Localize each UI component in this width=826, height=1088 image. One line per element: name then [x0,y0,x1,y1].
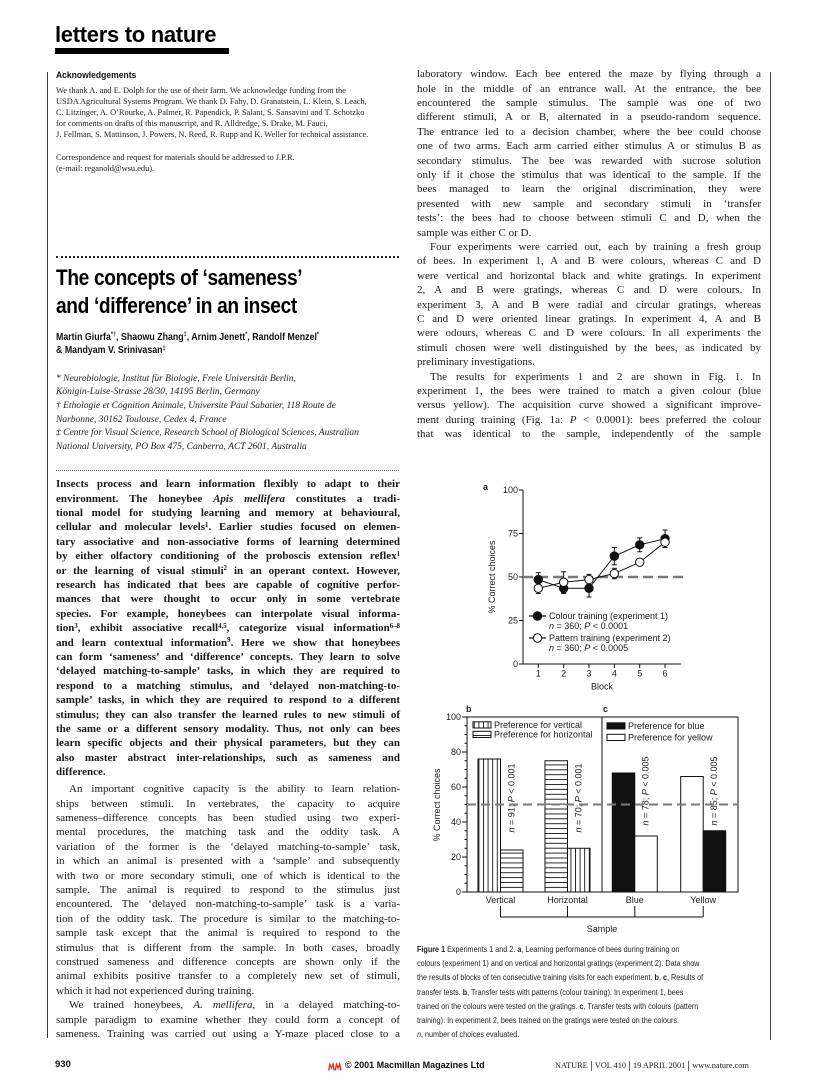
affiliations [56,373,359,455]
superscript: *† [110,331,117,339]
body-line: preliminary investigations. [417,356,535,369]
italic-text: A. mellifera [193,999,253,1012]
body-line: encountered. The ‘delayed non-matching-to-sample’ task is a varia- [56,898,400,911]
body-line: of bees. In experiment 1, A and B were colours, whereas C and D [417,255,761,268]
body-line: that was identical to the sample, independently of the sample [417,428,761,441]
body-line: different stimuli, A or B, alternated in a pseudo-random sequence. [417,111,761,124]
journal-website: www.nature.com [688,1061,752,1071]
c-bar-yellow-sample-preference-for-blue [703,831,726,892]
abstract-line: ‘delayed matching-to-sample’ tasks, in which they are required to [56,665,400,678]
bold-text: c [579,1000,584,1011]
c-legend-label: Preference for blue [628,721,705,732]
journal-info [555,1061,752,1071]
article-title-line: and ‘difference’ in an insect [56,292,297,318]
a-series-line-pattern [538,542,665,588]
journal-name: NATURE [555,1061,588,1070]
a-legend-label-pattern: Pattern training (experiment 2) [549,633,671,644]
b-bar-horizontal-sample-preference-for-vertical [568,848,591,892]
superscript: ‡ [162,344,166,352]
caption-line: the results of blocks of ten consecutive training visits for each experiment. b, c, Results of [417,972,704,983]
caption-line: training). In experiment 2, bees trained on the gratings were tested on the colours. [417,1014,680,1025]
acknowledgements-line: J. Fellman, S. Mattinson, J. Powers, N. Reed, R. Rupp and K. Weller for technical assistance. [56,129,369,139]
panel-label-a: a [483,482,489,492]
copyright-text: © 2001 Macmillan Magazines Ltd [345,1060,485,1070]
abstract-line: difference. [56,766,106,779]
body-line: laboratory window. Each bee entered the maze by flying through a [417,68,761,81]
journal-date: 19 APRIL 2001 [629,1061,688,1071]
author-line: Martin Giurfa*†, Shaowu Zhang‡, Arnim Jenett*, Randolf Menzel* [56,330,320,343]
superscript: 6–8 [389,622,400,630]
b-x-tick-label: Vertical [485,895,516,905]
a-y-tick-label: 75 [507,528,518,539]
a-data-point-pattern [661,538,669,546]
body-line: in which an animal is presented with a ‘sample’ and subsequently [56,855,400,868]
abstract-line: tional model for studying learning and memory at behavioural, [56,506,400,519]
body-line: tion of the oddity task. The procedure is similar to the matching-to- [56,912,400,925]
b-bar-vertical-sample-preference-for-vertical [478,759,501,892]
acknowledgements-line: for comments on drafts of this manuscript, and R. Alldredge, S. Drake, M. Fauci, [56,118,328,128]
superscript: 1 [205,521,209,529]
left-column-rule [47,72,48,1038]
caption-line: trained on the colours were tested on the gratings. c, Transfer tests with colours (pattern [417,1000,699,1011]
a-x-axis-label: Block [590,681,614,692]
panel-label-c: c [603,704,609,714]
page-number: 930 [55,1059,71,1070]
body-line: construed sameness and difference concepts are shown only if the [56,955,400,968]
b-y-tick-label: 60 [450,782,461,793]
abstract-line: mances that were thought to occur only in some vertebrate [56,593,400,606]
abstract-line: also master abstract inter-relationships, such as sameness and [56,751,400,764]
body-line: 2, A and B were gratings, whereas C and D were colours. In [417,284,761,297]
abstract-line: by either olfactory conditioning of the proboscis extension reflex$^1$ [56,550,400,563]
italic-text: Apis mellifera [213,492,286,505]
affiliation-line: Narbonne, 30162 Toulouse, Cedex 4, France [56,414,227,425]
a-data-point-colour [636,541,644,549]
b-x-tick-label: Horizontal [547,895,588,905]
figure-caption [417,942,762,1041]
affiliation-line: ‡ Centre for Visual Science, Research School of Biological Sciences, Australian [56,428,359,439]
a-data-point-pattern [534,584,542,592]
body-line: An important cognitive capacity is the ability to learn relation- [69,783,400,796]
a-data-point-pattern [585,575,593,583]
correspondence-line: Correspondence and request for materials should be addressed to J.P.R. [56,152,295,162]
body-line: stimulus that is different from the sample. In both cases, broadly [56,941,400,954]
correspondence-note [56,152,406,174]
a-x-tick-label: 4 [611,668,617,679]
body-line: one of two arms. Each arm carried either stimulus A or stimulus B as [417,140,761,153]
copyright-notice [328,1060,485,1071]
body-line: stimuli chosen were well distinguished by the bees, as indicated by [417,341,761,354]
caption-line: transfer tests. b, Transfer tests with patterns (colour training). In experiment 1, bees [417,986,684,997]
author-line: & Mandyam V. Srinivasan‡ [56,344,166,357]
superscript: * [245,331,248,339]
c-bar-blue-sample-preference-for-yellow [635,836,658,892]
abstract-line: sample’ tasks, in which they are required to respond to a different [56,694,400,707]
macmillan-logo-icon [328,1061,342,1071]
affiliation-line: * Neurobiologie, Institut für Biologie, Freie Universität Berlin, [56,373,296,384]
italic-text: P [569,413,577,426]
c-bar-yellow-sample-preference-for-yellow [681,777,704,893]
superscript: * [316,331,320,339]
caption-line: n, number of choices evaluated. [417,1029,520,1040]
body-line: bees managed to learn the original discrimination, they were [417,183,761,196]
body-line: tests’: the bees had to choose between stimuli C and D, when the [417,212,761,225]
abstract-line: stimulus; they can also transfer the learned rules to new stimuli of [56,708,400,721]
a-legend-label-colour: Colour training (experiment 1) [549,611,669,622]
a-x-tick-label: 1 [535,668,541,679]
c-x-tick-label: Yellow [690,895,717,905]
bold-text: c [662,972,667,983]
body-line: mental procedures, the matching task and the oddity task. A [56,826,400,839]
body-line: variation of the former is the ‘delayed matching-to-sample’ task, [56,840,400,853]
caption-line: Figure 1 Experiments 1 and 2. a, Learning performance of bees during training on [417,943,680,954]
a-data-point-pattern [636,558,644,566]
a-y-tick-label: 0 [512,659,518,670]
bold-text: b [654,972,659,983]
acknowledgements-line: USDA Agricultural Systems Program. We thank D. Fahy, D. Granatstein, L. Klein, S. Leach, [56,96,367,106]
body-line: only if it chose the stimulus that was identical to the sample. If the [417,168,761,181]
panel-label-b: b [466,704,472,714]
abstract-line: and learn contextual information$^9$. Here we show that honeybees [56,636,400,649]
article-separator [56,256,399,258]
affiliation-line: National University, PO Box 475, Canberra, ACT 2601, Australia [56,441,307,452]
affiliation-line: Königin-Luise-Strasse 28/30, 14195 Berlin, Germany [56,387,260,398]
section-title-underline [55,48,229,54]
c-bar-blue-sample-preference-for-blue [612,773,635,892]
superscript: ‡ [183,331,187,339]
superscript: 9 [227,637,231,645]
a-data-point-colour [585,584,593,592]
a-series-line-colour [538,539,665,589]
a-y-tick-label: 25 [507,615,518,626]
abstract-line: tary associative and non-associative forms of learning determined [56,535,400,548]
bold-text: b [462,986,468,997]
b-bar-vertical-sample-preference-for-horizontal [501,850,524,892]
a-y-tick-label: 100 [502,485,518,496]
c-legend-label: Preference for yellow [628,732,713,743]
superscript: 3 [74,622,78,630]
body-line: with two or more secondary stimuli, one of which is identical to the [56,869,400,882]
abstract-line: the same or a different sensory modality. Thus, not only can bees [56,723,400,735]
author-list [56,331,319,358]
a-data-point-pattern [559,578,567,586]
right-column-body [417,67,761,442]
correspondence-line: (e-mail: reganold@wsu.edu). [56,163,155,173]
body-line: versus yellow). The acquisition curve showed a significant improve- [417,399,761,412]
a-y-tick-label: 50 [507,572,518,583]
a-x-tick-label: 6 [662,668,668,679]
c-bar-annotation: n = 85; P < 0.005 [708,756,719,826]
c-bar-annotation: n = 78; P < 0.005 [640,756,651,826]
affiliation-line: † Ethologie et Cognition Animale, Universite Paul Sabatier, 118 Route de [56,400,336,411]
b-y-axis-label: % Correct choices [432,768,442,842]
a-data-point-colour [610,552,618,560]
body-line: The entrance led to a decision chamber, where the bee could choose [417,125,761,138]
bc-x-axis-label: Sample [586,924,618,934]
body-line: presented with new sample and secondary stimuli in ‘transfer [417,197,761,210]
a-y-axis-label: % Correct choices [487,540,497,614]
acknowledgements-heading: Acknowledgements [56,70,137,81]
article-title [56,264,302,319]
a-data-point-pattern [610,569,618,577]
superscript: 1 [396,550,400,558]
body-line: were odours, whereas C and D were colours. In all experiments the [417,327,761,340]
body-line: sample was either C or D. [417,226,532,239]
body-line: hole in the middle of an entrance wall. At the entrance, the bee [417,82,761,95]
body-line: sample task except that the animal is required to respond to the [56,927,400,940]
c-x-tick-label: Blue [625,895,644,905]
a-x-tick-label: 3 [586,668,592,679]
b-bar-annotation: n = 91; P < 0.001 [506,763,517,833]
abstract-line: research has indicated that bees are capable of cognitive perfor- [56,578,400,591]
abstract-line: learn specific objects and their physical parameters, but they can [56,737,400,750]
body-line: encountered the sample stimulus. The sample was one of two [417,96,761,109]
right-column-rule [770,72,771,1040]
abstract-line: cellular and molecular levels$^1$. Earlier studies focused on elemen- [56,521,400,534]
b-legend-swatch-preference-for-horizontal [473,731,491,737]
a-legend-marker-pattern [533,634,541,642]
body-line: sample paradigm to examine whether they could form a concept of [56,1013,400,1026]
body-line: animal exhibits positive transfer to a completely new set of stimuli, [56,970,400,983]
b-bar-horizontal-sample-preference-for-horizontal [545,761,568,892]
abstract-separator [56,470,399,471]
acknowledgements-body [56,85,406,140]
bold-text: a [517,943,522,954]
b-bar-annotation: n = 70; P < 0.001 [573,763,584,833]
a-legend-stats-pattern: n = 360; P < 0.0005 [549,642,629,653]
acknowledgements-line: We thank A. and E. Dolph for the use of their farm. We acknowledge funding from the [56,85,346,95]
body-line: which it had not experienced during training. [56,984,255,997]
body-line: sample. The animal is required to respond to the stimulus just [56,883,400,896]
abstract-line: or the learning of visual stimuli$^2$ in an operant context. However, [56,564,400,577]
caption-line: colours (experiment 1) and on vertical and horizontal gratings (experiment 2). Data show [417,958,700,969]
abstract-line: respond to a matching stimulus, and ‘delayed non-matching-to- [56,679,400,692]
a-legend-marker-colour [533,612,541,620]
b-y-tick-label: 0 [455,887,461,898]
body-line: secondary stimulus. The bee was rewarded with sucrose solution [417,154,761,167]
body-line: We trained honeybees, A. mellifera, in a delayed matching-to- [69,999,400,1012]
b-y-tick-label: 20 [450,852,461,863]
article-title-line: The concepts of ‘sameness’ [56,265,303,291]
body-line: C and D were oriented linear gratings. In experiment 4, A and B [417,313,761,325]
b-y-tick-label: 40 [450,817,461,828]
body-line: The results for experiments 1 and 2 are shown in Fig. 1. In [430,370,761,383]
b-y-tick-label: 100 [445,712,461,723]
italic-text: n [417,1029,422,1040]
b-legend-label: Preference for horizontal [494,729,593,740]
superscript: 4,5 [218,622,227,630]
b-legend-swatch-preference-for-vertical [473,722,491,728]
b-legend-label: Preference for vertical [494,720,583,731]
body-line: ment during training (Fig. 1a: P < 0.0001): bees preferred the colour [417,413,761,426]
abstract [56,477,400,780]
body-line: experiment 3, A and B were radial and circular gratings, whereas [417,298,761,311]
abstract-line: species. For example, honeybees can interpolate visual informa- [56,607,400,620]
figure-1 [413,478,770,940]
c-legend-swatch-preference-for-yellow [607,734,625,740]
abstract-line: environment. The honeybee Apis mellifera constitutes a tradi- [56,492,400,505]
abstract-line: tion$^3$, exhibit associative recall$^{4,5}$, categorize visual information$^{6-8}$ [56,622,400,635]
abstract-line: Insects process and learn information flexibly to adapt to their [56,478,400,491]
superscript: 2 [223,565,228,573]
a-x-tick-label: 2 [561,668,567,679]
body-line: experiment 1, the bees were trained to match a given colour (blue [417,385,761,398]
a-x-tick-label: 5 [637,668,643,679]
body-line: sameness–difference concepts has been studied using two experi- [56,811,400,824]
a-data-point-colour [534,575,542,583]
left-column-body [56,782,400,1041]
body-line: ships between stimuli. In vertebrates, the capacity to acquire [56,797,400,810]
body-line: sameness. Training was carried out using a Y-maze placed close to a [56,1028,400,1040]
bold-text: Figure 1 [417,943,446,954]
a-legend-stats-colour: n = 360; P < 0.0001 [549,620,629,631]
section-title: letters to nature [55,22,217,47]
body-line: Four experiments were carried out, each by training a fresh group [430,240,761,253]
c-legend-swatch-preference-for-blue [607,723,625,729]
body-line: were vertical and horizontal black and white gratings. In experiment [417,269,761,282]
abstract-line: can form ‘sameness’ and ‘difference’ concepts. They learn to solve [56,650,400,663]
journal-volume: VOL 410 [591,1061,629,1071]
b-y-tick-label: 80 [450,747,461,758]
acknowledgements-line: C. Litzinger, A. O’Rourke, A. Palmer, R. Papendick, P. Salant, S. Sansavini and T. Schotzko [56,107,365,117]
